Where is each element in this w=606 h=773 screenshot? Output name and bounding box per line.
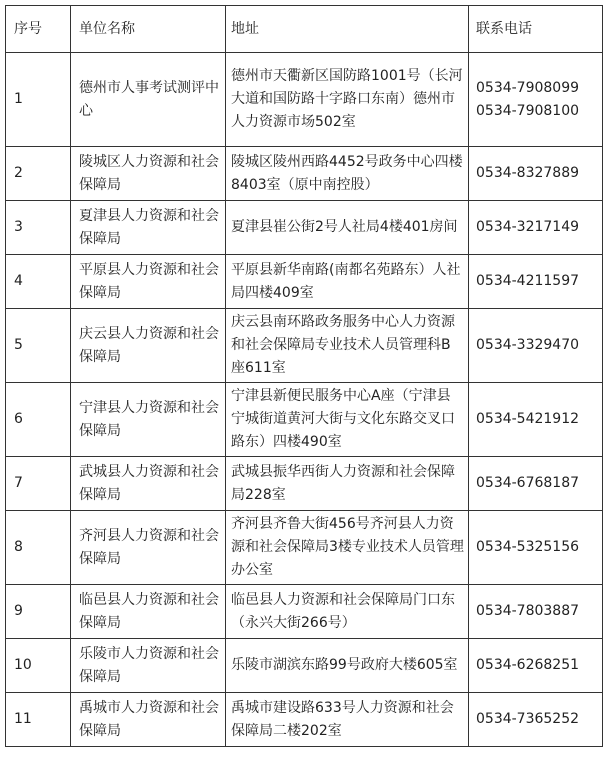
row-number: 6 — [6, 383, 71, 457]
row-number: 2 — [6, 147, 71, 201]
row-number: 8 — [6, 511, 71, 585]
header-unit-name: 单位名称 — [71, 6, 226, 53]
address: 乐陵市湖滨东路99号政府大楼605室 — [226, 639, 469, 693]
address: 夏津县崔公街2号人社局4楼401房间 — [226, 201, 469, 255]
phone-cell — [469, 255, 603, 309]
address: 齐河县齐鲁大街456号齐河县人力资源和社会保障局3楼专业技术人员管理办公室 — [226, 511, 469, 585]
row-number: 9 — [6, 585, 71, 639]
table-header-row — [6, 6, 603, 53]
unit-name: 夏津县人力资源和社会保障局 — [71, 201, 226, 255]
unit-name: 齐河县人力资源和社会保障局 — [71, 511, 226, 585]
row-number: 1 — [6, 53, 71, 147]
table-row — [6, 693, 603, 747]
unit-name: 乐陵市人力资源和社会保障局 — [71, 639, 226, 693]
phone-number: 0534-5421912 — [476, 411, 580, 427]
table-row — [6, 511, 603, 585]
table-row — [6, 457, 603, 511]
unit-name: 陵城区人力资源和社会保障局 — [71, 147, 226, 201]
table-row — [6, 255, 603, 309]
address: 宁津县新便民服务中心A座（宁津县宁城街道黄河大街与文化东路交叉口路东）四楼490室 — [226, 383, 469, 457]
phone-number: 0534-3217149 — [476, 219, 580, 235]
table-row — [6, 639, 603, 693]
table-row — [6, 147, 603, 201]
table-row — [6, 585, 603, 639]
phone-number: 0534-7803887 — [476, 603, 580, 619]
row-number: 4 — [6, 255, 71, 309]
table-row — [6, 309, 603, 383]
header-phone: 联系电话 — [469, 6, 603, 53]
phone-cell — [469, 147, 603, 201]
phone-number: 0534-8327889 — [476, 165, 580, 181]
unit-name: 平原县人力资源和社会保障局 — [71, 255, 226, 309]
address: 临邑县人力资源和社会保障局门口东（永兴大街266号） — [226, 585, 469, 639]
header-number: 序号 — [6, 6, 71, 53]
phone-number: 0534-3329470 — [476, 337, 580, 353]
address: 平原县新华南路(南都名苑路东）人社局四楼409室 — [226, 255, 469, 309]
phone-cell — [469, 383, 603, 457]
row-number: 3 — [6, 201, 71, 255]
address: 陵城区陵州西路4452号政务中心四楼8403室（原中南控股） — [226, 147, 469, 201]
unit-name: 武城县人力资源和社会保障局 — [71, 457, 226, 511]
table-row — [6, 201, 603, 255]
phone-cell — [469, 309, 603, 383]
phone-cell — [469, 585, 603, 639]
address: 德州市天衢新区国防路1001号（长河大道和国防路十字路口东南）德州市人力资源市场502室 — [226, 53, 469, 147]
table-row — [6, 383, 603, 457]
unit-name: 德州市人事考试测评中心 — [71, 53, 226, 147]
phone-cell — [469, 693, 603, 747]
address: 武城县振华西街人力资源和社会保障局228室 — [226, 457, 469, 511]
phone-number: 0534-6768187 — [476, 475, 580, 491]
address: 庆云县南环路政务服务中心人力资源和社会保障局专业技术人员管理科B座611室 — [226, 309, 469, 383]
row-number: 10 — [6, 639, 71, 693]
phone-cell — [469, 639, 603, 693]
phone-cell — [469, 511, 603, 585]
unit-name: 庆云县人力资源和社会保障局 — [71, 309, 226, 383]
phone-number: 0534-6268251 — [476, 657, 580, 673]
phone-number: 0534-7908100 — [476, 102, 580, 119]
unit-name: 临邑县人力资源和社会保障局 — [71, 585, 226, 639]
address: 禹城市建设路633号人力资源和社会保障局二楼202室 — [226, 693, 469, 747]
phone-number: 0534-5325156 — [476, 539, 580, 555]
phone-number: 0534-7365252 — [476, 711, 580, 727]
row-number: 7 — [6, 457, 71, 511]
unit-name: 宁津县人力资源和社会保障局 — [71, 383, 226, 457]
phone-number: 0534-4211597 — [476, 273, 580, 289]
phone-cell — [469, 457, 603, 511]
contact-table — [5, 5, 603, 747]
phone-cell — [469, 201, 603, 255]
row-number: 5 — [6, 309, 71, 383]
table-row — [6, 53, 603, 147]
unit-name: 禹城市人力资源和社会保障局 — [71, 693, 226, 747]
header-address: 地址 — [226, 6, 469, 53]
phone-cell — [469, 53, 603, 147]
phone-number: 0534-7908099 — [476, 79, 580, 96]
row-number: 11 — [6, 693, 71, 747]
